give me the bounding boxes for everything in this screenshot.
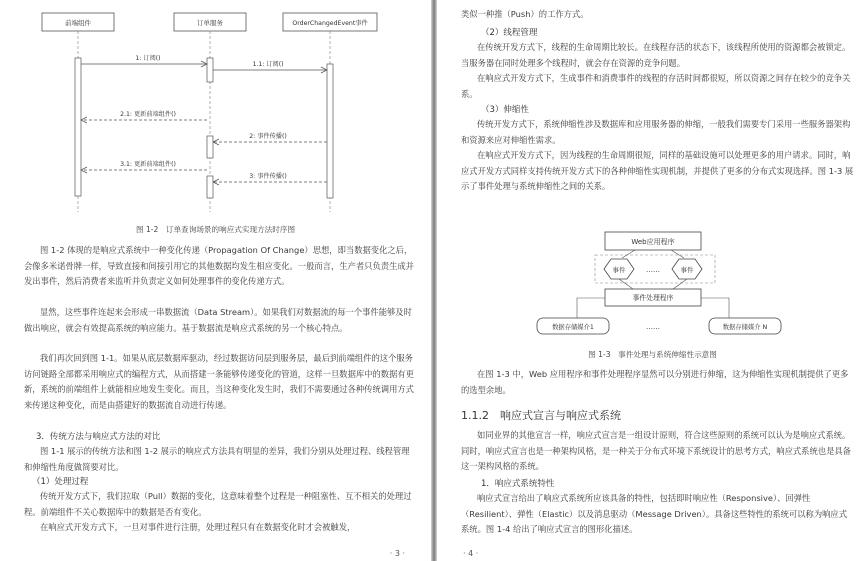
event-dots: …… xyxy=(646,266,660,274)
web-app-label: Web应用程序 xyxy=(631,238,675,246)
left-page xyxy=(0,0,431,561)
right-page xyxy=(437,0,868,561)
scalability-diagram xyxy=(437,218,868,343)
connector-line xyxy=(673,279,687,289)
participant-order-service-label: 订单服务 xyxy=(197,19,223,27)
subsection-heading: （2）线程管理 xyxy=(481,28,538,38)
paragraph: 在响应式开发方式下，一旦对事件进行注册，处理过程只有在数据变化时才会被触发， xyxy=(40,522,356,532)
figure-caption: 图 1-2 订单查询场景的响应式实现方法时序图 xyxy=(135,225,296,234)
paragraph: 在响应式开发方式下，生成事件和消费事件的线程的存活时间都很短，所以资源之间存在较少的竞争关系。 xyxy=(461,73,851,99)
page-number: · 4 · xyxy=(463,549,479,558)
event-processor-label: 事件处理程序 xyxy=(632,294,674,302)
section-heading: 1．响应式系统特性 xyxy=(481,479,555,489)
event-label: 事件 xyxy=(680,266,694,274)
sequence-diagram xyxy=(0,0,431,215)
activation-bar xyxy=(327,64,333,198)
page-number: · 3 · xyxy=(389,549,405,558)
message-label: 2: 事件传播() xyxy=(249,133,287,140)
storage-medium-1-label: 数据存储媒介1 xyxy=(552,324,594,331)
paragraph: 图 1-2 体现的是响应式系统中一种变化传递（Propagation Of Change）思想，即当数据变化之后，会像多米诺骨牌一样，导致直接和间接引用它的其他数据均发生相应变化。一般而言，生产者只负责生成并发出事件，然后消费者来监听并负责定义如何处理事件的变化传递方式。 xyxy=(24,245,414,286)
connector-line xyxy=(622,250,635,258)
section-title: 1.1.2 响应式宣言与响应式系统 xyxy=(461,409,621,422)
participant-frontend-label: 前端组件 xyxy=(65,19,91,27)
paragraph: 图 1-1 展示的传统方法和图 1-2 展示的响应式方法具有明显的差异，我们分别从处理过程、线程管理和伸缩性角度做简要对比。 xyxy=(24,446,410,472)
paragraph: 在响应式开发方式下，因为线程的生命周期很短，同样的基础设施可以处理更多的用户请求。同时，响应式开发方式同样支持传统开发方式下的各种伸缩性实现机制，并提供了更多的分布式实现选择。图 1-3 展示了事件处理与系统伸缩性之间的关系。 xyxy=(461,150,854,191)
activation-bar xyxy=(207,176,213,198)
message-label: 1: 订阅() xyxy=(135,55,161,62)
event-label: 事件 xyxy=(612,266,626,274)
paragraph: 类似一种推（Push）的工作方式。 xyxy=(461,9,589,19)
subsection-heading: （3）伸缩性 xyxy=(481,105,529,115)
storage-dots: …… xyxy=(646,323,660,331)
paragraph: 显然，这些事件连起来会形成一串数据流（Data Stream）。如果我们对数据流的每一个事件能够及时做出响应，就会有效提高系统的响应能力。基于数据流是响应式系统的另一个核心特点。 xyxy=(24,307,412,333)
storage-medium-n-label: 数据存储媒介 N xyxy=(722,324,768,331)
message-label: 3.1: 更新前端组件() xyxy=(120,161,176,168)
activation-bar xyxy=(207,136,213,158)
section-heading: 3．传统方法与响应式方法的对比 xyxy=(36,432,161,442)
subsection-heading: （1）处理过程 xyxy=(32,477,89,487)
paragraph: 响应式宣言给出了响应式系统所应该具备的特性，包括即时响应性（Responsive）、回弹性（Resilient）、弹性（Elastic）以及消息驱动（Message Driven）。具备这些特性的系统可以称为响应式系统。图 1-4 给出了响应式宣言的图形化描述。 xyxy=(461,493,848,534)
connector-line xyxy=(577,298,605,318)
participant-event-label: OrderChangedEvent事件 xyxy=(292,20,368,27)
figure-caption: 图 1-3 事件处理与系统伸缩性示意图 xyxy=(588,350,717,359)
message-label: 3: 事件传播() xyxy=(249,173,287,180)
paragraph: 传统开发方式下，我们拉取（Pull）数据的变化，这意味着整个过程是一种阻塞性、互不相关的处理过程。前端组件不关心数据库中的数据是否有变化。 xyxy=(24,491,412,517)
connector-line xyxy=(619,279,633,289)
paragraph: 传统开发方式下，系统伸缩性涉及数据库和应用服务器的伸缩，一般我们需要专门采用一些服务器架构和资源来应对伸缩性需求。 xyxy=(461,119,851,145)
paragraph: 在传统开发方式下，线程的生命周期比较长。在线程存活的状态下，该线程所使用的资源都会被锁定。当服务器在同时处理多个线程时，就会存在资源的竞争问题。 xyxy=(461,42,851,68)
paragraph: 如同业界的其他宣言一样，响应式宣言是一组设计原则，符合这些原则的系统可以认为是响应式系统。同时，响应式宣言也是一种架构风格，是一种关于分布式环境下系统设计的思考方式，响应式系统也是具备这一架构风格的系统。 xyxy=(461,430,851,471)
message-label: 1.1: 订阅() xyxy=(252,61,284,68)
paragraph: 在图 1-3 中，Web 应用程序和事件处理程序显然可以分别进行伸缩，这为伸缩性实现机制提供了更多的选型余地。 xyxy=(461,369,849,395)
activation-bar xyxy=(75,58,81,196)
connector-line xyxy=(671,250,684,258)
activation-bar xyxy=(207,58,213,82)
connector-line xyxy=(701,298,729,318)
paragraph: 我们再次回到图 1-1。如果从底层数据库驱动，经过数据访问层到服务层，最后到前端组件的这个服务访问链路全部都采用响应式的编程方式，从而搭建一条能够传递变化的管道，这样一旦数据库中的数据有更新，系统的前端组件上就能相应地发生变化。而且，当这种变化发生时，我们不需要通过各种传统调用方式来传递这种变化，而是由搭建好的数据流自动进行传递。 xyxy=(24,353,414,410)
message-label: 2.1: 更新前端组件() xyxy=(120,111,176,118)
